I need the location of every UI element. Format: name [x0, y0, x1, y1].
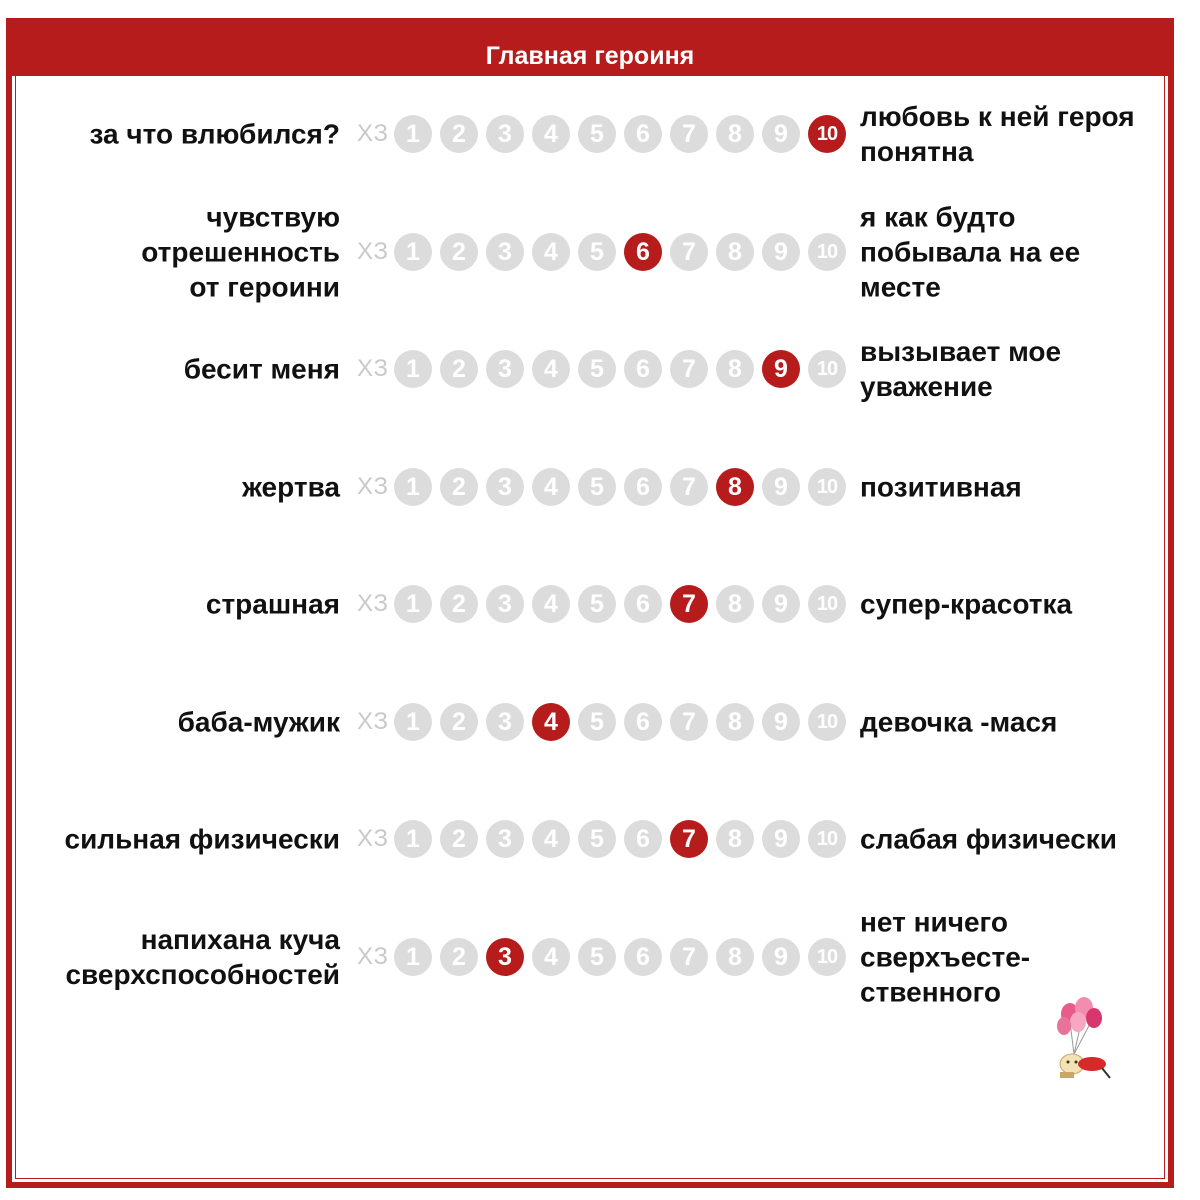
right-label: я как будто побывала на ее месте — [860, 201, 1081, 303]
right-label: вызывает мое уважение — [860, 336, 1062, 402]
rating-option-9[interactable]: 9 — [762, 938, 800, 976]
rating-option-3[interactable]: 3 — [486, 703, 524, 741]
right-label: позитивная — [860, 471, 1022, 503]
rating-option-4[interactable]: 4 — [532, 938, 570, 976]
rating-option-10[interactable]: 10 — [808, 115, 846, 153]
rating-option-7[interactable]: 7 — [670, 938, 708, 976]
left-label: бесит меня — [183, 353, 340, 385]
xz-option[interactable]: ХЗ — [357, 120, 389, 147]
rating-option-5[interactable]: 5 — [578, 115, 616, 153]
xz-option[interactable]: ХЗ — [357, 943, 389, 970]
xz-option[interactable]: ХЗ — [357, 708, 389, 735]
rating-option-7[interactable]: 7 — [670, 350, 708, 388]
rating-scale — [352, 584, 854, 624]
rating-option-6[interactable]: 6 — [624, 350, 662, 388]
rating-option-3[interactable]: 3 — [486, 820, 524, 858]
rating-option-6[interactable]: 6 — [624, 703, 662, 741]
rating-option-9[interactable]: 9 — [762, 703, 800, 741]
rating-option-9[interactable]: 9 — [762, 820, 800, 858]
rating-option-6[interactable]: 6 — [624, 585, 662, 623]
rating-option-9[interactable]: 9 — [762, 233, 800, 271]
rating-option-1[interactable]: 1 — [394, 350, 432, 388]
rating-option-6[interactable]: 6 — [624, 938, 662, 976]
rating-option-9[interactable]: 9 — [762, 115, 800, 153]
xz-option[interactable]: ХЗ — [357, 473, 389, 500]
right-label: слабая физически — [860, 823, 1118, 855]
rating-option-10[interactable]: 10 — [808, 585, 846, 623]
rating-option-8[interactable]: 8 — [716, 350, 754, 388]
rating-option-6[interactable]: 6 — [624, 468, 662, 506]
right-label: супер-красотка — [860, 588, 1073, 620]
rating-option-5[interactable]: 5 — [578, 468, 616, 506]
rating-option-2[interactable]: 2 — [440, 233, 478, 271]
rating-option-3[interactable]: 3 — [486, 585, 524, 623]
rating-option-10[interactable]: 10 — [808, 820, 846, 858]
rating-option-6[interactable]: 6 — [624, 820, 662, 858]
rating-option-1[interactable]: 1 — [394, 585, 432, 623]
header-title: Главная героиня — [12, 24, 1168, 76]
rating-option-3[interactable]: 3 — [486, 938, 524, 976]
rating-option-8[interactable]: 8 — [716, 703, 754, 741]
rating-option-5[interactable]: 5 — [578, 820, 616, 858]
rating-scale — [352, 114, 854, 154]
rating-option-1[interactable]: 1 — [394, 115, 432, 153]
rating-option-9[interactable]: 9 — [762, 585, 800, 623]
rating-option-5[interactable]: 5 — [578, 585, 616, 623]
rating-option-5[interactable]: 5 — [578, 703, 616, 741]
rating-option-1[interactable]: 1 — [394, 233, 432, 271]
rating-option-4[interactable]: 4 — [532, 233, 570, 271]
left-label: напихана куча сверхспособностей — [65, 924, 340, 990]
rating-option-2[interactable]: 2 — [440, 468, 478, 506]
rating-option-1[interactable]: 1 — [394, 468, 432, 506]
rating-scale — [352, 819, 854, 859]
right-label: нет ничего сверхъесте- ственного — [860, 906, 1031, 1008]
rating-option-5[interactable]: 5 — [578, 938, 616, 976]
rating-option-4[interactable]: 4 — [532, 115, 570, 153]
rating-option-3[interactable]: 3 — [486, 233, 524, 271]
rating-option-8[interactable]: 8 — [716, 585, 754, 623]
rating-option-6[interactable]: 6 — [624, 233, 662, 271]
rating-option-2[interactable]: 2 — [440, 938, 478, 976]
xz-option[interactable]: ХЗ — [357, 355, 389, 382]
left-label: сильная физически — [64, 823, 340, 855]
left-label: страшная — [205, 588, 340, 620]
rating-option-7[interactable]: 7 — [670, 820, 708, 858]
balloons — [1057, 997, 1102, 1054]
rating-option-8[interactable]: 8 — [716, 468, 754, 506]
xz-option[interactable]: ХЗ — [357, 590, 389, 617]
rating-option-1[interactable]: 1 — [394, 820, 432, 858]
rating-option-10[interactable]: 10 — [808, 233, 846, 271]
rating-option-5[interactable]: 5 — [578, 233, 616, 271]
rating-option-7[interactable]: 7 — [670, 468, 708, 506]
rating-option-7[interactable]: 7 — [670, 233, 708, 271]
rating-option-10[interactable]: 10 — [808, 938, 846, 976]
left-label: за что влюбился? — [89, 118, 340, 150]
rating-scale — [352, 232, 854, 272]
rating-option-3[interactable]: 3 — [486, 468, 524, 506]
xz-option[interactable]: ХЗ — [357, 238, 389, 265]
rating-option-8[interactable]: 8 — [716, 233, 754, 271]
rating-option-10[interactable]: 10 — [808, 703, 846, 741]
rating-option-7[interactable]: 7 — [670, 703, 708, 741]
rating-option-2[interactable]: 2 — [440, 350, 478, 388]
character — [1060, 1054, 1110, 1078]
rating-option-9[interactable]: 9 — [762, 350, 800, 388]
rating-option-4[interactable]: 4 — [532, 703, 570, 741]
right-label: любовь к ней героя понятна — [860, 101, 1135, 167]
rating-option-4[interactable]: 4 — [532, 350, 570, 388]
rating-option-2[interactable]: 2 — [440, 703, 478, 741]
balloon-character-icon — [1040, 992, 1120, 1092]
left-label: баба-мужик — [177, 706, 340, 738]
rating-option-6[interactable]: 6 — [624, 115, 662, 153]
rating-option-9[interactable]: 9 — [762, 468, 800, 506]
rating-option-10[interactable]: 10 — [808, 350, 846, 388]
rating-option-7[interactable]: 7 — [670, 115, 708, 153]
rating-option-5[interactable]: 5 — [578, 350, 616, 388]
rating-option-10[interactable]: 10 — [808, 468, 846, 506]
rating-option-3[interactable]: 3 — [486, 350, 524, 388]
rating-option-4[interactable]: 4 — [532, 468, 570, 506]
rating-option-8[interactable]: 8 — [716, 938, 754, 976]
rating-scale — [352, 702, 854, 742]
rating-option-1[interactable]: 1 — [394, 938, 432, 976]
left-label: жертва — [242, 471, 340, 503]
rating-option-3[interactable]: 3 — [486, 115, 524, 153]
rating-scale — [352, 467, 854, 507]
rating-option-4[interactable]: 4 — [532, 585, 570, 623]
rating-option-2[interactable]: 2 — [440, 585, 478, 623]
rating-scale — [352, 349, 854, 389]
rating-scale — [352, 937, 854, 977]
rating-option-2[interactable]: 2 — [440, 820, 478, 858]
rating-option-8[interactable]: 8 — [716, 115, 754, 153]
xz-option[interactable]: ХЗ — [357, 825, 389, 852]
rating-option-4[interactable]: 4 — [532, 820, 570, 858]
rating-option-7[interactable]: 7 — [670, 585, 708, 623]
rating-option-2[interactable]: 2 — [440, 115, 478, 153]
left-label: чувствую отрешенность от героини — [141, 201, 340, 303]
rating-option-8[interactable]: 8 — [716, 820, 754, 858]
rating-option-1[interactable]: 1 — [394, 703, 432, 741]
right-label: девочка -мася — [860, 706, 1058, 738]
